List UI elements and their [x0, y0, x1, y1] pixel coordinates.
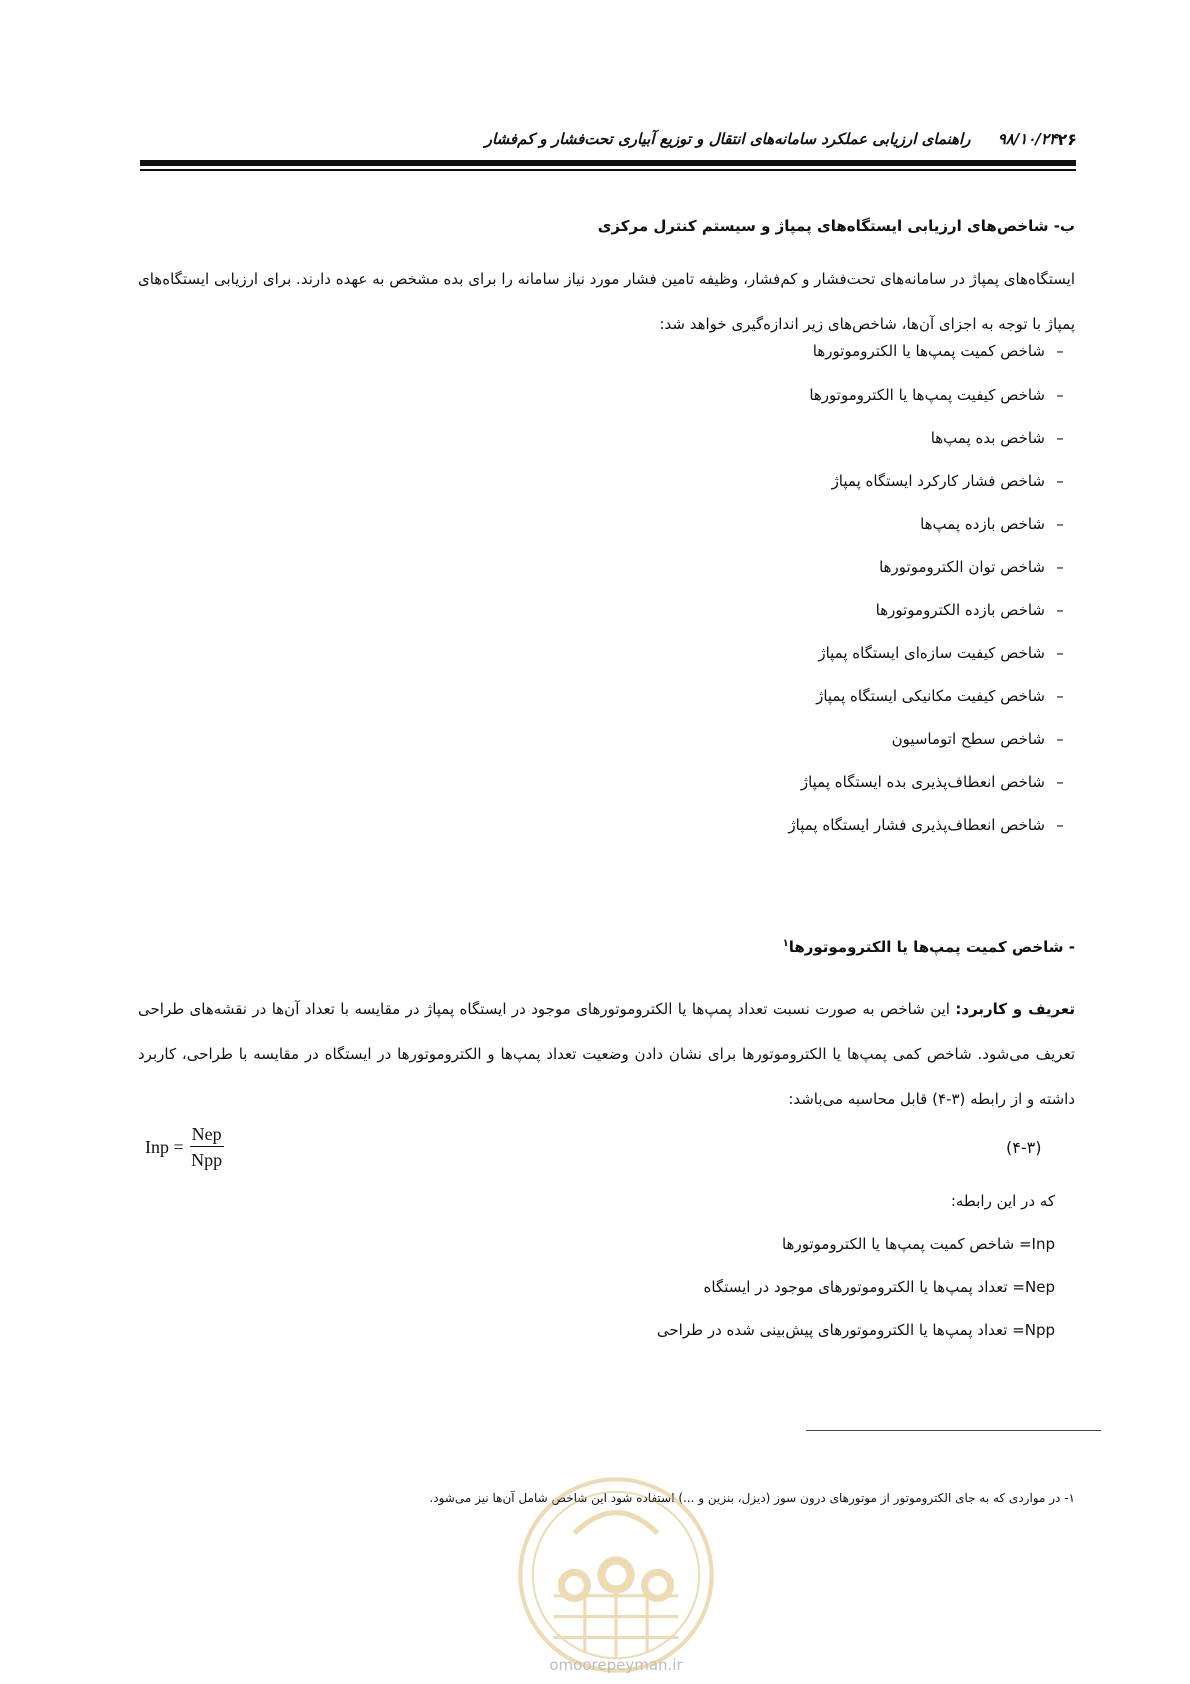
bullet-dash: –: [1056, 730, 1064, 748]
bullet-dash: –: [1056, 601, 1064, 619]
list-item-text: شاخص بده پمپ‌ها: [930, 429, 1045, 447]
list-item: [801, 767, 1075, 797]
list-item-text: شاخص انعطاف‌پذیری فشار ایستگاه پمپاژ: [788, 816, 1045, 834]
variable-description: = شاخص کمیت پمپ‌ها یا الکتروموتورها: [781, 1235, 1032, 1253]
header-rule-thick: [140, 160, 1076, 166]
bullet-dash: –: [1056, 644, 1064, 662]
list-item-text: شاخص کیفیت پمپ‌ها یا الکتروموتورها: [809, 386, 1045, 404]
header-rule-thin: [140, 169, 1076, 171]
list-item-text: شاخص بازده پمپ‌ها: [920, 515, 1045, 533]
variable-symbol: Inp: [1031, 1235, 1055, 1253]
list-item-text: شاخص کیفیت مکانیکی ایستگاه پمپاژ: [816, 687, 1045, 705]
header-date: ۹۸/۱۰/۲۴: [997, 130, 1057, 148]
header-title-text: راهنمای ارزیابی عملکرد سامانه‌های انتقال و توزیع آبیاری تحت‌فشار و کم‌فشار: [484, 130, 971, 148]
definition-label: تعریف و کاربرد:: [955, 1000, 1075, 1018]
page-number: ۲۶: [1057, 130, 1077, 149]
variable-description: = تعداد پمپ‌ها یا الکتروموتورهای موجود در ایستگاه: [703, 1278, 1026, 1296]
formula-numerator: Nep: [190, 1122, 224, 1147]
list-item: [931, 423, 1075, 453]
section-heading: ب- شاخص‌های ارزیابی ایستگاه‌های پمپاژ و سیستم کنترل مرکزی: [597, 217, 1075, 235]
list-item: [813, 336, 1075, 366]
watermark-seal-icon: [512, 1471, 720, 1679]
variable-definition: [782, 1229, 1055, 1259]
list-item: [876, 595, 1075, 625]
list-item-text: شاخص توان الکتروموتورها: [879, 558, 1045, 576]
list-item-text: شاخص سطح اتوماسیون: [891, 730, 1045, 748]
bullet-dash: –: [1056, 687, 1064, 705]
list-item: [816, 681, 1075, 711]
list-item-text: شاخص کمیت پمپ‌ها یا الکتروموتورها: [812, 342, 1045, 360]
list-item: [809, 380, 1075, 410]
subsection-heading-text: - شاخص کمیت پمپ‌ها یا الکتروموتورها: [788, 938, 1075, 956]
bullet-dash: –: [1056, 515, 1064, 533]
variable-definition: [657, 1315, 1055, 1345]
equation-number: (۴-۳): [1006, 1138, 1042, 1157]
formula: [145, 1122, 224, 1173]
formula-fraction: [190, 1122, 224, 1173]
variable-description: = تعداد پمپ‌ها یا الکتروموتورهای پیش‌بینی شده در طراحی: [656, 1321, 1025, 1339]
bullet-dash: –: [1056, 773, 1064, 791]
running-header-title: [300, 130, 1057, 156]
list-item: [892, 724, 1075, 754]
list-item: [920, 509, 1075, 539]
footnote-mark: ۱: [782, 938, 789, 949]
list-item: [832, 466, 1075, 496]
variable-symbol: Npp: [1024, 1321, 1055, 1339]
footnote: ۱- در مواردی که به جای الکتروموتور از موتورهای درون سوز (دیزل، بنزین و ...) استفاده شود این شاخص شامل آن‌ها نیز می‌شود.: [429, 1491, 1075, 1505]
list-item-text: شاخص بازده الکتروموتورها: [875, 601, 1045, 619]
variable-definition: [704, 1272, 1055, 1302]
bullet-dash: –: [1056, 472, 1064, 490]
intro-paragraph: ایستگاه‌های پمپاژ در سامانه‌های تحت‌فشار و کم‌فشار، وظیفه تامین فشار مورد نیاز سامانه را برای بده مشخص به عهده دارند. برای ارزیابی ایستگاه‌های پمپاژ با توجه به اجزای آن‌ها، شاخص‌های زیر اندازه‌گیری خواهد شد:: [138, 270, 1075, 333]
footnote-rule: [806, 1430, 1101, 1431]
list-item-text: شاخص انعطاف‌پذیری بده ایستگاه پمپاژ: [800, 773, 1045, 791]
bullet-dash: –: [1056, 558, 1064, 576]
bullet-dash: –: [1056, 342, 1064, 360]
definition-text: این شاخص به صورت نسبت تعداد پمپ‌ها یا الکتروموتورهای موجود در ایستگاه پمپاژ در مقایسه با تعداد آن‌ها در نقشه‌های طراحی تعریف می‌شود. شاخص کمی پمپ‌ها یا الکتروموتورها برای نشان دادن وضعیت تعداد پمپ‌ها و الکتروموتورها در ایستگاه در مقایسه با طراحی، کاربرد داشته و از رابطه (۳-۴) قابل محاسبه می‌باشد:: [138, 1000, 1075, 1108]
variable-symbol: Nep: [1025, 1278, 1055, 1296]
formula-lhs: Inp =: [145, 1137, 184, 1157]
bullet-dash: –: [1056, 816, 1064, 834]
list-item-text: شاخص کیفیت سازه‌ای ایستگاه پمپاژ: [818, 644, 1045, 662]
list-item: [879, 552, 1075, 582]
list-item: [788, 810, 1075, 840]
formula-denominator: Npp: [191, 1150, 223, 1170]
watermark-url: omoorepeyman.ir: [549, 1656, 683, 1674]
subsection-heading: [783, 938, 1075, 956]
list-item-text: شاخص فشار کارکرد ایستگاه پمپاژ: [831, 472, 1045, 490]
bullet-dash: –: [1056, 386, 1064, 404]
bullet-dash: –: [1056, 429, 1064, 447]
where-text: که در این رابطه:: [950, 1192, 1055, 1210]
list-item: [818, 638, 1075, 668]
definition-paragraph: [138, 987, 1075, 1122]
